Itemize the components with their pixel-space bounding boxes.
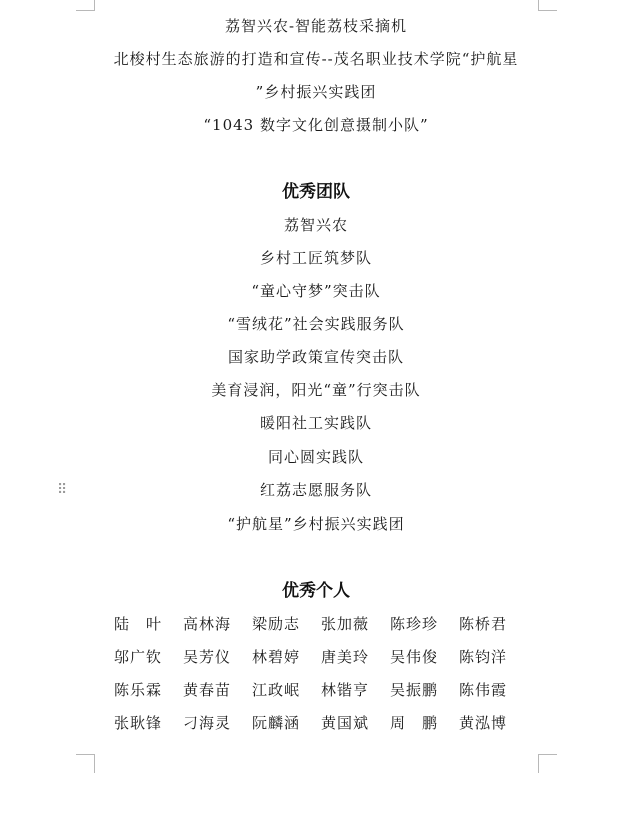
team-item: 荔智兴农	[283, 216, 348, 234]
page-corner-mark-bottom-right	[538, 754, 557, 773]
person-name: 吴振鹏	[389, 681, 438, 699]
person-name: 黄泓博	[458, 714, 507, 732]
team-item: 乡村工匠筑梦队	[259, 249, 372, 267]
person-name: 陈珍珍	[389, 615, 438, 633]
person-name: 高林海	[182, 615, 231, 633]
page-corner-mark-top-right	[538, 0, 557, 11]
person-name: 吴伟俊	[389, 648, 438, 666]
team-item: 红荔志愿服务队	[259, 481, 372, 499]
person-name: 林碧婷	[251, 648, 300, 666]
person-name: 江政岷	[251, 681, 300, 699]
person-name: 吴芳仪	[182, 648, 231, 666]
team-item: 同心圆实践队	[267, 448, 364, 466]
person-name: 刁海灵	[182, 714, 231, 732]
top-line-2: 北梭村生态旅游的打造和宣传--茂名职业技术学院“护航星	[113, 50, 519, 68]
person-name: 陈桥君	[458, 615, 507, 633]
person-name: 陆 叶	[113, 615, 162, 633]
drag-handle-icon[interactable]: ⠿	[57, 482, 68, 498]
team-item: 美育浸润，阳光“童”行突击队	[211, 381, 421, 399]
team-item: 暖阳社工实践队	[259, 414, 372, 432]
top-line-1: 荔智兴农-智能荔枝采摘机	[224, 17, 408, 35]
top-line-3: ”乡村振兴实践团	[255, 83, 377, 101]
team-item: 国家助学政策宣传突击队	[227, 348, 404, 366]
team-heading: 优秀团队	[282, 182, 350, 202]
person-name: 唐美玲	[320, 648, 369, 666]
person-name: 张耿锋	[113, 714, 162, 732]
top-line-4: “1043 数字文化创意摄制小队”	[203, 116, 429, 134]
person-name: 陈乐霖	[113, 681, 162, 699]
person-name: 梁励志	[251, 615, 300, 633]
person-name: 张加薇	[320, 615, 369, 633]
team-item: “雪绒花”社会实践服务队	[227, 315, 405, 333]
person-name: 周 鹏	[389, 714, 438, 732]
person-name: 邬广钦	[113, 648, 162, 666]
person-name: 黄春苗	[182, 681, 231, 699]
team-item: “护航星”乡村振兴实践团	[227, 515, 405, 533]
person-name: 林锴亨	[320, 681, 369, 699]
page-corner-mark-top-left	[76, 0, 95, 11]
person-name: 黄国斌	[320, 714, 369, 732]
team-item: “童心守梦”突击队	[251, 282, 381, 300]
page-corner-mark-bottom-left	[76, 754, 95, 773]
person-name: 陈钧洋	[458, 648, 507, 666]
individual-heading: 优秀个人	[282, 581, 350, 601]
person-name: 阮麟涵	[251, 714, 300, 732]
person-name: 陈伟霞	[458, 681, 507, 699]
